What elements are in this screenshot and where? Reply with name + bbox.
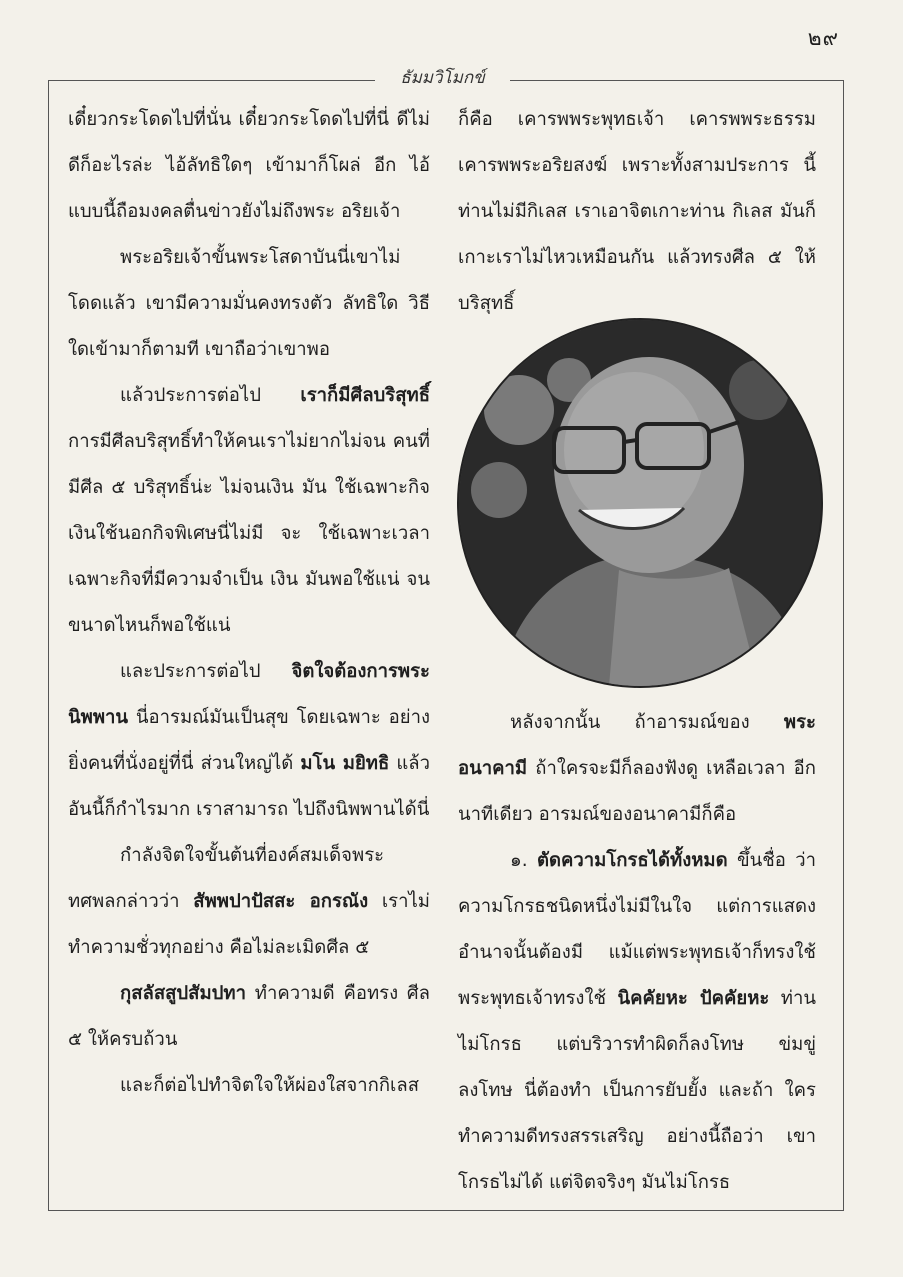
text-run: แล้ว อันนี้ก็กำไรมาก เราสามารถ ไปถึงนิพพานได้นี่ xyxy=(68,753,430,820)
text-run: กำลังจิตใจขั้นต้นที่องค์สมเด็จพระ ทศพลกล่าวว่า xyxy=(68,845,385,912)
text-run: แล้วประการต่อไป xyxy=(120,385,301,406)
bold-term: เราก็มีศีลบริสุทธิ์ xyxy=(300,385,430,406)
text-run: หลังจากนั้น ถ้าอารมณ์ของ xyxy=(510,712,784,733)
text-run: นี่อารมณ์มันเป็นสุข โดยเฉพาะ อย่างยิ่งคนที่นั่งอยู่ที่นี่ ส่วนใหญ่ได้ xyxy=(68,707,430,774)
bold-term: นิคคัยหะ ปัคคัยหะ xyxy=(617,988,770,1009)
text-run: ทำความดี คือทรง ศีล ๕ ให้ครบถ้วน xyxy=(68,983,430,1050)
left-paragraph-5 xyxy=(68,833,430,971)
bold-term: มโน มยิทธิ xyxy=(300,753,390,774)
bold-term: จิตใจต้องการพระ นิพพาน xyxy=(68,661,430,728)
bold-term: พระ อนาคามี xyxy=(458,712,816,779)
left-paragraph-1: เดี๋ยวกระโดดไปที่นั่น เดี๋ยวกระโดดไปที่นี่ ดีไม่ดีก็อะไรล่ะ ไอ้ลัทธิใดๆ เข้ามาก็โผล่ อีก ไอ้แบบนี้ถือมงคลตื่นข่าวยังไม่ถึงพระ อริยเจ้า xyxy=(68,109,430,222)
text-run: ถ้าใครจะมีก็ลองฟังดู เหลือเวลา อีกนาทีเดียว อารมณ์ของอนาคามีก็คือ xyxy=(458,758,816,825)
frame-top-right-rule xyxy=(510,80,843,81)
bold-term: สัพพปาปัสสะ อกรณัง xyxy=(193,891,369,912)
photo-frame xyxy=(457,318,823,688)
left-paragraph-7: และก็ต่อไปทำจิตใจให้ผ่องใสจากกิเลส xyxy=(120,1075,419,1096)
text-run: และประการต่อไป xyxy=(120,661,292,682)
left-paragraph-3 xyxy=(68,373,430,649)
left-paragraph-6 xyxy=(68,971,430,1063)
right-column-bottom xyxy=(458,700,816,1206)
left-paragraph-2: พระอริยเจ้าขั้นพระโสดาบันนี่เขาไม่ โดดแล้ว เขามีความมั่นคงทรงตัว ลัทธิใด วิธีใดเข้ามาก็ตามที เขาถือว่าเขาพอ xyxy=(68,247,430,360)
text-run: ท่านไม่โกรธ แต่บริวารทำผิดก็ลงโทษ ข่มขู่ ลงโทษ นี่ต้องทำ เป็นการยับยั้ง และถ้า ใครทำความดีทรงสรรเสริญ อย่างนี้ถือว่า เขาโกรธไม่ได้ แต่จิตจริงๆ มันไม่โกรธ xyxy=(458,988,816,1193)
page-number: ๒๙ xyxy=(807,26,839,50)
right-paragraph-1: ก็คือ เคารพพระพุทธเจ้า เคารพพระธรรม เคารพพระอริยสงฆ์ เพราะทั้งสามประการ นี้ท่านไม่มีกิเลส เราเอาจิตเกาะท่าน กิเลส มันก็เกาะเราไม่ไหวเหมือนกัน แล้วทรงศีล ๕ ให้บริสุทธิ์ xyxy=(458,109,816,314)
portrait-illustration xyxy=(459,320,821,686)
text-run: เราไม่ทำความชั่วทุกอย่าง คือไม่ละเมิดศีล ๕ xyxy=(68,891,430,958)
text-run: ขึ้นชื่อ ว่าความโกรธชนิดหนึ่งไม่มีในใจ แต่การแสดง อำนาจนั้นต้องมี แม้แต่พระพุทธเจ้าก็ทรงใช้ พระพุทธเจ้าทรงใช้ xyxy=(458,850,816,1009)
portrait-photo xyxy=(457,318,822,688)
text-run: ๑. xyxy=(510,850,537,871)
running-head: ธัมมวิโมกข์ xyxy=(400,68,485,88)
left-paragraph-4 xyxy=(68,649,430,833)
right-paragraph-3 xyxy=(458,838,816,1206)
bold-term: กุสลัสสูปสัมปทา xyxy=(120,983,246,1004)
bold-term: ตัดความโกรธได้ทั้งหมด xyxy=(536,850,728,871)
frame-top-left-rule xyxy=(48,80,375,81)
text-run: การมีศีลบริสุทธิ์ทำให้คนเราไม่ยากไม่จน คนที่มีศีล ๕ บริสุทธิ์น่ะ ไม่จนเงิน มัน ใช้เฉพาะกิจ เงินใช้นอกกิจพิเศษนี่ไม่มี จะ ใช้เฉพาะเวลาเฉพาะกิจที่มีความจำเป็น เงิน มันพอใช้แน่ จนขนาดไหนก็พอใช้แน่ xyxy=(68,431,430,636)
left-column xyxy=(68,97,430,1109)
right-paragraph-2 xyxy=(458,700,816,838)
right-column-top xyxy=(458,97,816,327)
